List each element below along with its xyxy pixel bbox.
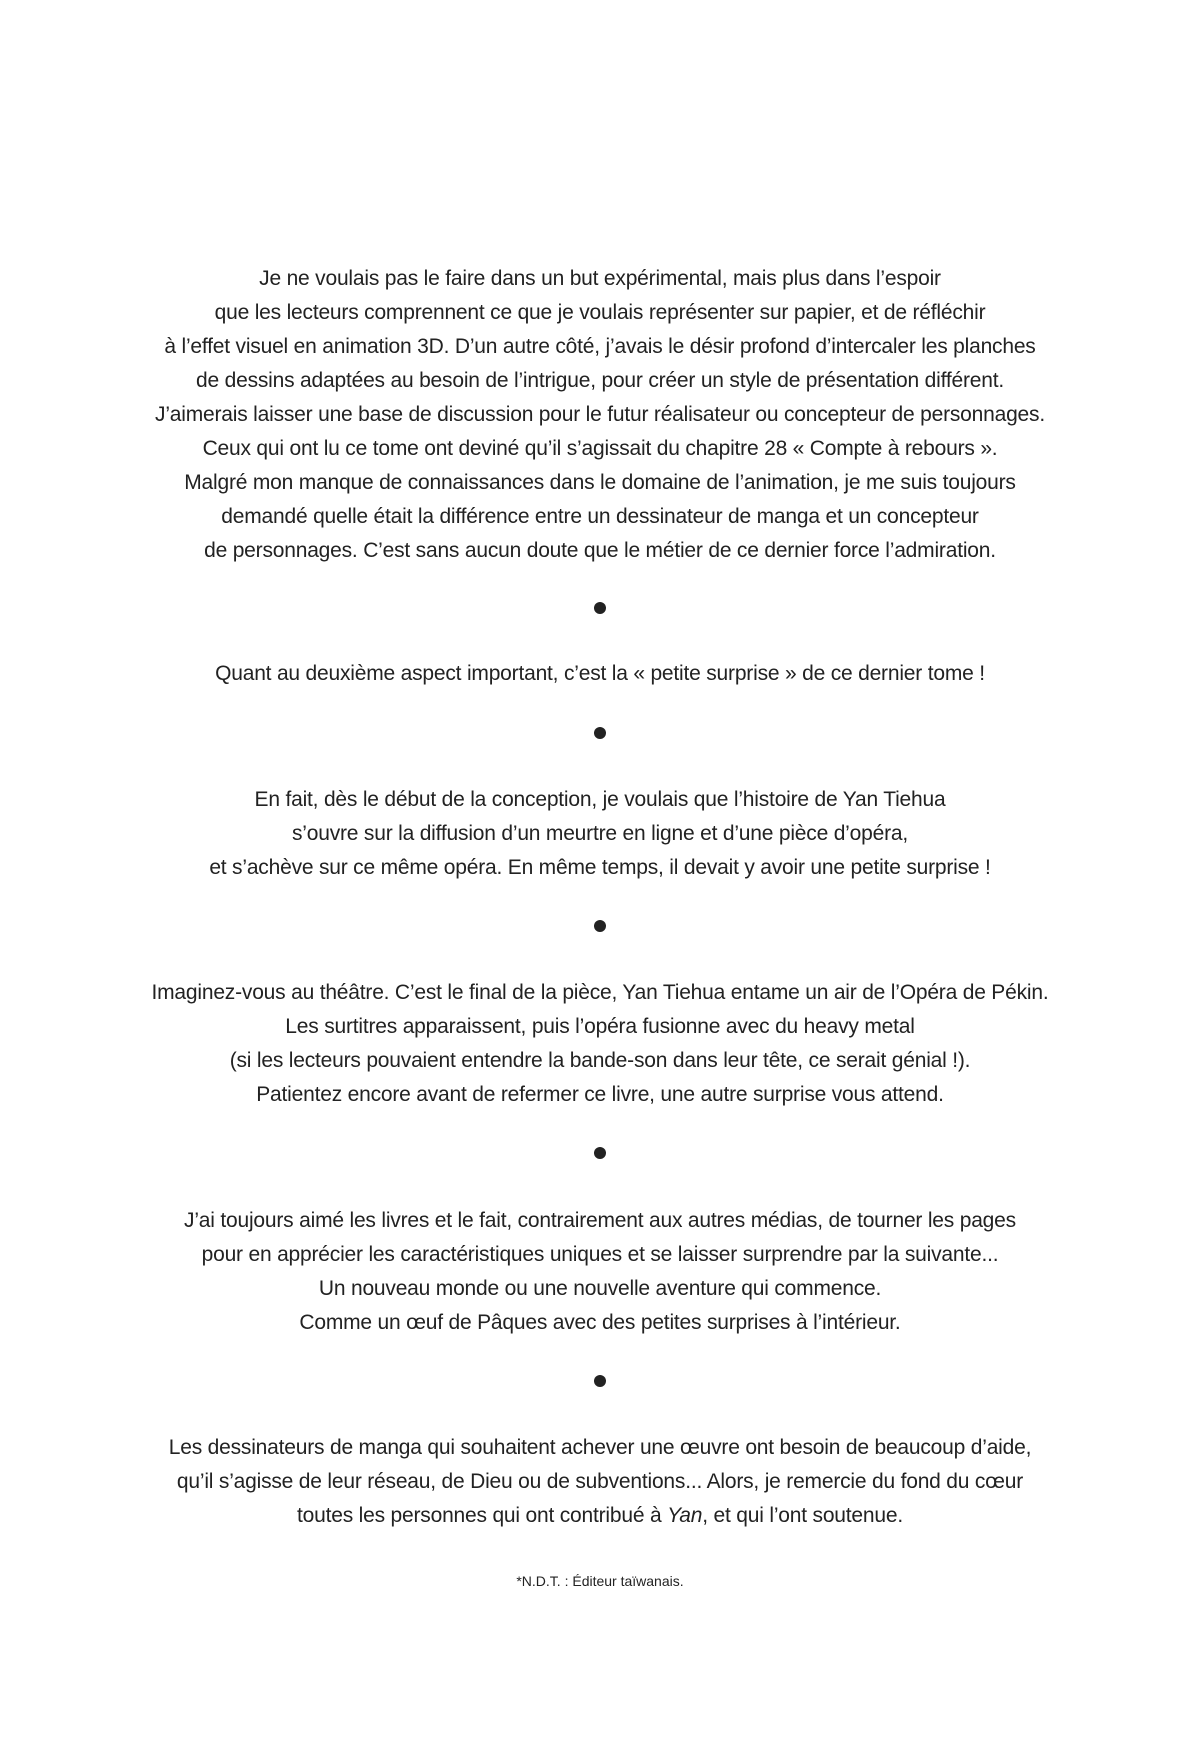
text-line: de dessins adaptées au besoin de l’intrigue, pour créer un style de présentation différent. bbox=[196, 369, 1004, 392]
text-line: Je ne voulais pas le faire dans un but expérimental, mais plus dans l’espoir bbox=[259, 267, 941, 290]
paragraph-3 bbox=[0, 783, 1200, 885]
text-line: à l’effet visuel en animation 3D. D’un autre côté, j’avais le désir profond d’intercaler les planches bbox=[164, 335, 1036, 358]
footnote: *N.D.T. : Éditeur taïwanais. bbox=[516, 1573, 684, 1589]
text-line: s’ouvre sur la diffusion d’un meurtre en ligne et d’une pièce d’opéra, bbox=[291, 822, 908, 845]
text-line: Les dessinateurs de manga qui souhaitent achever une œuvre ont besoin de beaucoup d’aide, bbox=[168, 1436, 1032, 1459]
text-line: En fait, dès le début de la conception, je voulais que l’histoire de Yan Tiehua bbox=[254, 788, 946, 811]
text-line: Comme un œuf de Pâques avec des petites surprises à l’intérieur. bbox=[299, 1311, 901, 1334]
text-line: demandé quelle était la différence entre un dessinateur de manga et un concepteur bbox=[221, 505, 979, 528]
paragraph-5 bbox=[0, 1204, 1200, 1340]
text-line: de personnages. C’est sans aucun doute que le métier de ce dernier force l’admiration. bbox=[204, 539, 996, 562]
italic-title: Yan bbox=[667, 1504, 703, 1527]
text-line: J’aimerais laisser une base de discussion pour le futur réalisateur ou concepteur de personnages. bbox=[155, 403, 1045, 426]
text-line: Quant au deuxième aspect important, c’est la « petite surprise » de ce dernier tome ! bbox=[215, 662, 985, 685]
separator-bullet-icon bbox=[594, 727, 606, 739]
text-line: Malgré mon manque de connaissances dans le domaine de l’animation, je me suis toujours bbox=[184, 471, 1016, 494]
text-line-with-italic bbox=[0, 1499, 1200, 1533]
text-line: et s’achève sur ce même opéra. En même temps, il devait y avoir une petite surprise ! bbox=[209, 856, 991, 879]
separator-bullet-icon bbox=[594, 602, 606, 614]
text-line: Imaginez-vous au théâtre. C’est le final de la pièce, Yan Tiehua entame un air de l’Opéra de Pékin. bbox=[151, 981, 1049, 1004]
text-line: pour en apprécier les caractéristiques uniques et se laisser surprendre par la suivante... bbox=[201, 1243, 999, 1266]
paragraph-6 bbox=[0, 1431, 1200, 1533]
paragraph-4 bbox=[0, 976, 1200, 1112]
paragraph-1 bbox=[0, 262, 1200, 568]
separator-bullet-icon bbox=[594, 920, 606, 932]
text-line: (si les lecteurs pouvaient entendre la bande-son dans leur tête, ce serait génial !). bbox=[229, 1049, 971, 1072]
separator-bullet-icon bbox=[594, 1147, 606, 1159]
text-line: Ceux qui ont lu ce tome ont deviné qu’il s’agissait du chapitre 28 « Compte à rebours ». bbox=[202, 437, 998, 460]
text-segment: , et qui l’ont soutenue. bbox=[702, 1504, 903, 1527]
text-line: que les lecteurs comprennent ce que je voulais représenter sur papier, et de réfléchir bbox=[214, 301, 986, 324]
separator-bullet-icon bbox=[594, 1375, 606, 1387]
text-line: J’ai toujours aimé les livres et le fait, contrairement aux autres médias, de tourner les pages bbox=[184, 1209, 1016, 1232]
text-line: Patientez encore avant de refermer ce livre, une autre surprise vous attend. bbox=[256, 1083, 944, 1106]
text-line: Un nouveau monde ou une nouvelle aventure qui commence. bbox=[318, 1277, 882, 1300]
paragraph-2 bbox=[0, 657, 1200, 691]
text-segment: toutes les personnes qui ont contribué à bbox=[297, 1504, 668, 1527]
text-line: qu’il s’agisse de leur réseau, de Dieu ou de subventions... Alors, je remercie du fond du cœur bbox=[176, 1470, 1024, 1493]
text-line: Les surtitres apparaissent, puis l’opéra fusionne avec du heavy metal bbox=[285, 1015, 915, 1038]
